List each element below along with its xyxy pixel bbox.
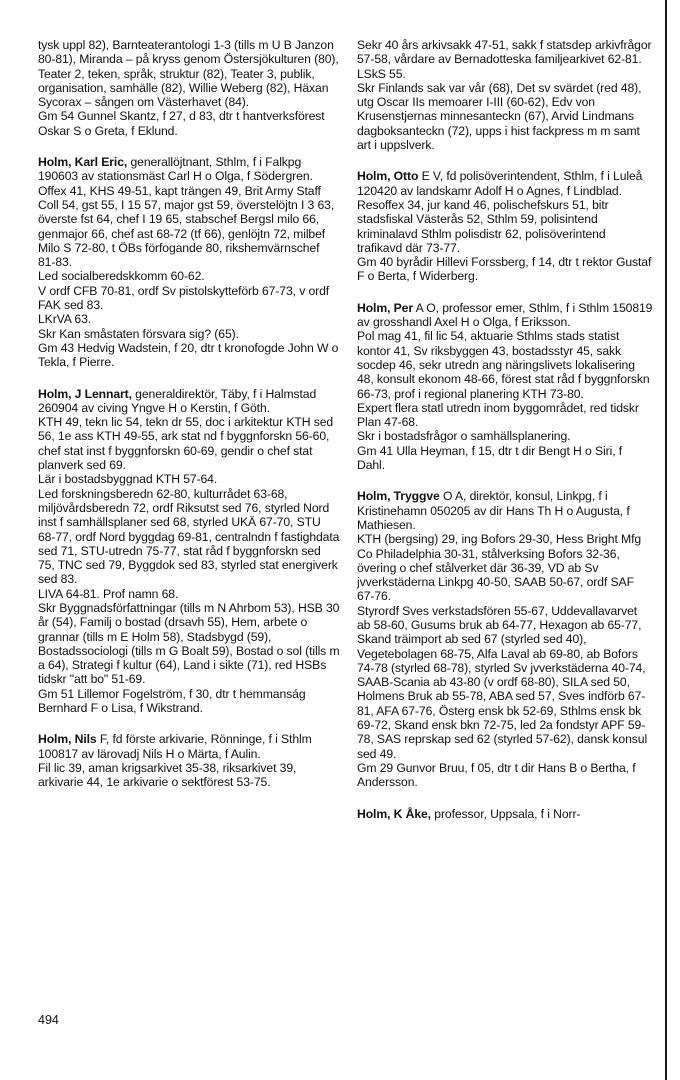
entry-name: Holm, Karl Eric, bbox=[38, 155, 128, 170]
entry-paragraph: LSkS 55. bbox=[357, 66, 406, 81]
entry-paragraph: KTH (bergsing) 29, ing Bofors 29-30, Hess Bright Mfg Co Philadelphia 30-31, stålverksing Bofors 32-36, övering o chef stålverket där 36-39, VD ab Sv jvverkstäderna Linkpg 40-50, SAAB 50-67, ordf SAF 67-76. bbox=[357, 532, 642, 604]
entry-holm-ake bbox=[357, 807, 653, 821]
entry-paragraph: Skr Finlands sak var vår (68), Det sv svärdet (red 48), utg Oscar IIs memoarer I-III (60-62), Edv von Krusenstjernas minnesanteckn (67), Arvid Lindmans dagboksanteckn (72), upps i hist fackpress m m samt art i uppslverk. bbox=[357, 80, 642, 153]
page-number: 494 bbox=[38, 1013, 59, 1027]
entry-lead bbox=[357, 169, 653, 198]
entry-paragraph: V ordf CFB 70-81, ordf Sv pistolskytteförb 67-73, v ordf FAK sed 83. bbox=[38, 283, 330, 313]
entry-paragraph: Led forskningsberedn 62-80, kulturrådet 63-68, miljövårdsberedn 72, ordf Riksutst sed 76, styrled Nord inst f samhällsplaner sed 68, styrled UKÄ 67-70, STU 68-77, ordf Nord byggdag 69-81, centralndn f fastighdata sed 71, STU-utredn 75-77, stat råd f byggnforskn sed 75, TNC sed 79, Byggdok sed 83, styrled stat energiverk sed 83. bbox=[38, 486, 340, 587]
entry-lead bbox=[38, 387, 340, 416]
left-column bbox=[38, 38, 340, 807]
entry-name: Holm, Otto bbox=[357, 169, 419, 184]
entry-paragraph: Pol mag 41, fil lic 54, aktuarie Sthlms stads statist kontor 41, Sv riksbyggen 43, bostadsstyr 45, sakk socdep 46, sekr utredn ang näringslivets lokalisering 48, konsult ekonom 48-66, förest stat råd f byggnforskn 66-73, prof i regional planering KTH 73-80. bbox=[357, 329, 650, 401]
entry-holm-tryggve bbox=[357, 489, 653, 789]
entry-paragraph: Offex 41, KHS 49-51, kapt trängen 49, Brit Army Staff Coll 54, gst 55, I 15 57, major gst 59, överstelöjtn I 3 63, överste fst 64, chef I 19 65, stabschef Bergsl milo 66, genmajor 66, chef ast 68-72 (tf 66), genlöjtn 72, milbef Milo S 72-80, t ÖBs förfogande 80, rikshemvärnschef 81-83. bbox=[38, 183, 335, 270]
entry-paragraph: Led socialberedskkomm 60-62. bbox=[38, 269, 205, 284]
entry-name: Holm, J Lennart, bbox=[38, 386, 132, 401]
entry-paragraph: Skr Byggnadsförfattningar (tills m N Ahrbom 53), HSB 30 år (54), Familj o bostad (drsavh 55), Hem, arbete o grannar (tills m E Holm 58), Stadsbygd (59), Bostadssociologi (tills m G Boalt 59), Bostad o sol (tills m a 64), Strategi f kultur (64), Land i sikte (71), red HSBs tidskr "att bo" 51-69. bbox=[38, 600, 340, 687]
entry-intro: A O, professor emer, Sthlm, f i Sthlm 150819 av grosshandl Axel H o Olga, f Eriksson. bbox=[357, 300, 653, 330]
entry-paragraph: Gm 51 Lillemor Fogelström, f 30, dtr t hemmanság Bernhard F o Lisa, f Wikstrand. bbox=[38, 686, 306, 716]
entry-continuation bbox=[357, 38, 653, 152]
entry-intro: F, fd förste arkivarie, Rönninge, f i Sthlm 100817 av lärovadj Nils H o Märta, f Aulin. bbox=[38, 732, 312, 761]
entry-paragraph: Expert flera statl utredn inom byggområdet, red tidskr Plan 47-68. bbox=[357, 400, 639, 430]
entry-lead bbox=[38, 155, 340, 184]
entry-paragraph: KTH 49, tekn lic 54, tekn dr 55, doc i arkitektur KTH sed 56, 1e ass KTH 49-55, ark stat nd f byggnforskn 56-60, chef stat inst f byggnforskn 60-69, gendir o chef stat planverk sed 69. bbox=[38, 415, 334, 473]
entry-lead bbox=[357, 489, 653, 532]
entry-holm-otto bbox=[357, 169, 653, 283]
entry-intro: E V, fd polisöverintendent, Sthlm, f i Luleå 120420 av landskamr Adolf H o Agnes, f Lindblad. bbox=[357, 169, 643, 198]
entry-name: Holm, Tryggve bbox=[357, 489, 440, 504]
entry-name: Holm, K Åke, bbox=[357, 806, 431, 821]
entry-holm-lennart bbox=[38, 387, 340, 716]
scan-edge-line bbox=[665, 0, 667, 1080]
entry-paragraph: tysk uppl 82), Barnteaterantologi 1-3 (tills m U B Janzon 80-81), Miranda – på kryss genom Östersjökulturen (80), Teater 2, teken, språk, struktur (82), Teater 3, publik, organisation, samhälle (82), Willie Weberg (82), Häxan Sycorax – sången om Västerhavet (84). bbox=[38, 38, 339, 110]
entry-lead bbox=[38, 732, 340, 761]
entry-lead bbox=[357, 807, 653, 821]
entry-paragraph: Lär i bostadsbyggnad KTH 57-64. bbox=[38, 472, 218, 487]
entry-paragraph: Skr Kan småstaten försvara sig? (65). bbox=[38, 326, 239, 341]
entry-name: Holm, Nils bbox=[38, 732, 97, 747]
entry-intro: generaldirektör, Täby, f i Halmstad 260904 av civing Yngve H o Kerstin, f Göth. bbox=[38, 386, 317, 415]
entry-paragraph: Gm 43 Hedvig Wadstein, f 20, dtr t kronofogde John W o Tekla, f Pierre. bbox=[38, 340, 339, 370]
entry-holm-karl-eric bbox=[38, 155, 340, 369]
entry-paragraph: Gm 40 byrådir Hillevi Forssberg, f 14, dtr t rektor Gustaf F o Berta, f Widerberg. bbox=[357, 255, 652, 284]
entry-holm-nils bbox=[38, 732, 340, 789]
entry-paragraph: Fil lic 39, aman krigsarkivet 35-38, riksarkivet 39, arkivarie 44, 1e arkivarie o sektförest 53-75. bbox=[38, 760, 297, 790]
entry-paragraph: Gm 29 Gunvor Bruu, f 05, dtr t dir Hans B o Bertha, f Andersson. bbox=[357, 760, 636, 790]
entry-intro: generallöjtnant, Sthlm, f i Falkpg 190603 av stationsmäst Carl H o Olga, f Södergren. bbox=[38, 155, 313, 184]
entry-continuation bbox=[38, 38, 340, 138]
entry-paragraph: Styrordf Sves verkstadsfören 55-67, Uddevallavarvet ab 58-60, Gusums bruk ab 64-77, Hexagon ab 65-77, Skand träimport ab sed 67 (styrled sed 40), Vegetebolagen 68-75, Alfa Laval ab 69-80, ab Bofors 74-78 (styrled 68-78), styrled Sv jvverkstäderna 40-74, SAAB-Scania ab 43-80 (v ordf 68-80), SILA sed 50, Holmens Bruk ab 55-78, ABA sed 57, Sves indförb 67-81, AFA 67-76, Österg ensk bk 52-69, Sthlms ensk bk 69-72, Skand ensk bkn 72-75, led 2a fondstyr APF 59-78, SAS reprskap sed 62 (styrled 57-62), dansk konsul sed 49. bbox=[357, 603, 648, 761]
entry-intro: professor, Uppsala, f i Norr- bbox=[430, 806, 581, 821]
right-column bbox=[357, 38, 653, 838]
entry-paragraph: Resoffex 34, jur kand 46, polischefskurs 51, bitr stadsfiskal Västerås 52, Sthlm 59, polisintend kriminalavd Sthlm polisdistr 62, polisöverintend trafikavd där 73-77. bbox=[357, 197, 609, 255]
entry-paragraph: Gm 54 Gunnel Skantz, f 27, d 83, dtr t hantverksförest Oskar S o Greta, f Eklund. bbox=[38, 109, 325, 138]
entry-lead bbox=[357, 301, 653, 330]
entry-holm-per bbox=[357, 301, 653, 473]
entry-name: Holm, Per bbox=[357, 300, 413, 315]
entry-paragraph: Skr i bostadsfrågor o samhällsplanering. bbox=[357, 429, 571, 444]
entry-intro: O A, direktör, konsul, Linkpg, f i Kristinehamn 050205 av dir Hans Th H o Augusta, f Mathiesen. bbox=[357, 489, 630, 532]
entry-paragraph: LKrVA 63. bbox=[38, 312, 92, 327]
entry-paragraph: Sekr 40 års arkivsakk 47-51, sakk f statsdep arkivfrågor 57-58, vårdare av Bernadotteska familjearkivet 62-81. bbox=[357, 38, 652, 67]
entry-paragraph: LIVA 64-81. Prof namn 68. bbox=[38, 586, 179, 601]
entry-paragraph: Gm 41 Ulla Heyman, f 15, dtr t dir Bengt H o Siri, f Dahl. bbox=[357, 443, 623, 473]
